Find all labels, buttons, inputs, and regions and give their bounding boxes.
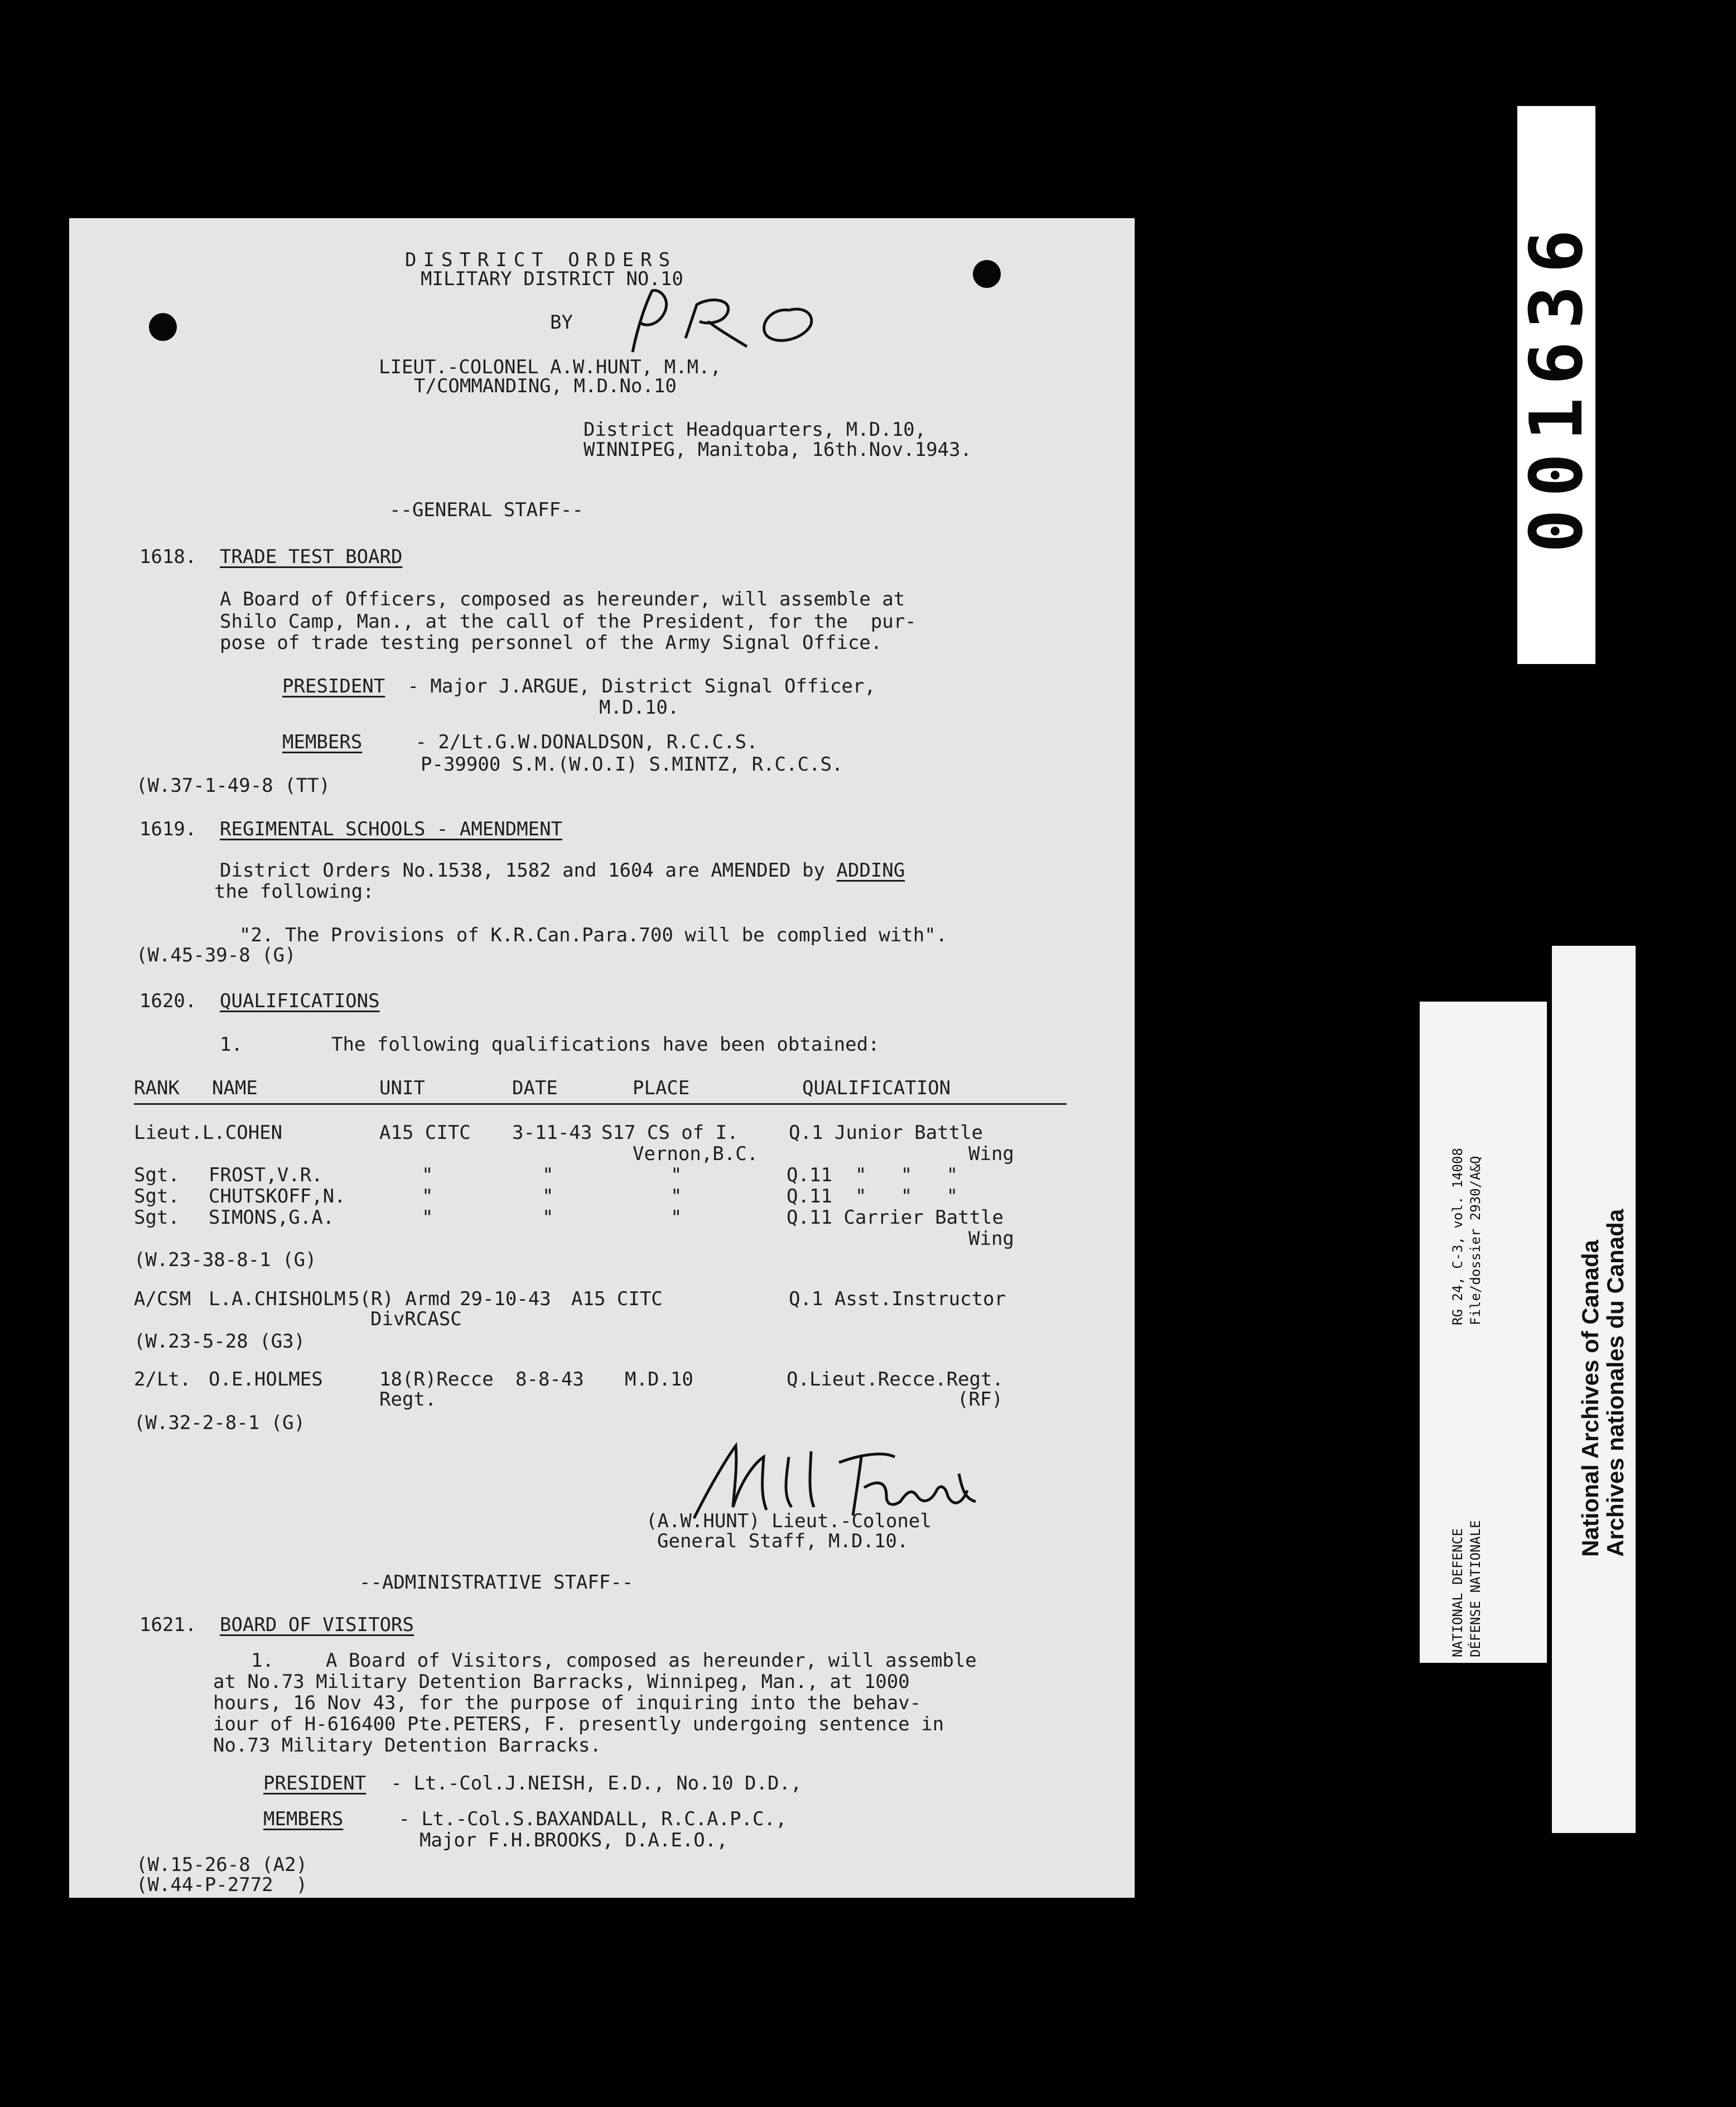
ditto-mark: " <box>422 1206 433 1229</box>
order-title: QUALIFICATIONS <box>220 990 380 1012</box>
table-cell-qualification: Wing <box>968 1143 1014 1165</box>
signature-title: General Staff, M.D.10. <box>657 1530 909 1552</box>
column-header-date: DATE <box>512 1077 558 1099</box>
commander-line: LIEUT.-COLONEL A.W.HUNT, M.M., <box>379 356 722 378</box>
table-cell-rank: Sgt. <box>134 1185 180 1208</box>
hq-line: District Headquarters, M.D.10, <box>584 418 927 441</box>
department-line: DÉFENSE NATIONALE <box>1468 1520 1483 1657</box>
column-header-unit: UNIT <box>379 1077 425 1099</box>
file-reference: (W.45-39-8 (G) <box>136 944 296 966</box>
table-cell-unit: Regt. <box>379 1388 437 1411</box>
body-line: A Board of Visitors, composed as hereunder, will assemble <box>326 1649 977 1672</box>
file-reference: (W.23-5-28 (G3) <box>134 1330 306 1353</box>
table-cell-rank-name: Lieut.L.COHEN <box>134 1122 283 1144</box>
column-header-name: NAME <box>212 1077 258 1099</box>
district-line: MILITARY DISTRICT NO.10 <box>421 268 683 290</box>
president-label: PRESIDENT <box>282 675 385 697</box>
punch-hole-right <box>973 260 1001 288</box>
column-header-qualification: QUALIFICATION <box>802 1077 951 1099</box>
table-cell-unit: 5(R) Armd <box>348 1288 451 1310</box>
punch-hole-left <box>149 313 177 341</box>
order-number: 1618. <box>139 546 197 568</box>
president-text: - Lt.-Col.J.NEISH, E.D., No.10 D.D., <box>379 1772 802 1795</box>
file-reference: (W.32-2-8-1 (G) <box>134 1412 306 1434</box>
table-cell-name: SIMONS,G.A. <box>209 1206 335 1229</box>
order-title: TRADE TEST BOARD <box>220 546 403 568</box>
table-cell-place: M.D.10 <box>625 1368 693 1391</box>
file-reference: (W.37-1-49-8 (TT) <box>136 775 330 797</box>
table-cell-qualification: Q.11 Carrier Battle <box>787 1206 1004 1229</box>
quoted-provision: "2. The Provisions of K.R.Can.Para.700 will be complied with". <box>239 924 948 946</box>
body-line: pose of trade testing personnel of the Army Signal Office. <box>220 632 883 654</box>
table-cell-name: CHUTSKOFF,N. <box>209 1185 346 1208</box>
column-header-place: PLACE <box>633 1077 690 1099</box>
department-line: NATIONAL DEFENCE <box>1450 1528 1465 1657</box>
body-line: The following qualifications have been obtained: <box>331 1033 880 1056</box>
archive-ref-line: RG 24, C-3, vol. 14008 <box>1450 1148 1465 1325</box>
ditto-mark: " <box>542 1185 554 1208</box>
commanding-line: T/COMMANDING, M.D.No.10 <box>414 375 677 397</box>
table-cell-qualification: Q.11 " " " <box>787 1164 958 1186</box>
body-line <box>220 861 905 880</box>
president-label: PRESIDENT <box>263 1772 367 1795</box>
file-reference: (W.44-P-2772 ) <box>136 1874 308 1896</box>
archive-reference-label <box>1420 1002 1547 1663</box>
table-cell-place: S17 CS of I. <box>601 1122 739 1144</box>
file-reference: (W.23-38-8-1 (G) <box>134 1249 317 1271</box>
table-cell-name: FROST,V.R. <box>209 1164 323 1186</box>
table-cell-place: Vernon,B.C. <box>633 1143 759 1165</box>
table-cell-rank: Sgt. <box>134 1206 180 1229</box>
table-cell-qualification: Q.11 " " " <box>787 1185 958 1208</box>
body-line: A Board of Officers, composed as hereunder, will assemble at <box>220 588 905 610</box>
ditto-mark: " <box>422 1164 433 1186</box>
ditto-mark: " <box>671 1185 682 1208</box>
document-title: DISTRICT ORDERS <box>405 249 677 271</box>
table-cell-rank: Sgt. <box>134 1164 180 1186</box>
order-page <box>69 218 1135 1898</box>
adding-word: ADDING <box>836 859 905 882</box>
microfilm-frame-number <box>1514 106 1599 664</box>
president-text: M.D.10. <box>599 696 679 719</box>
order-number: 1621. <box>139 1614 197 1636</box>
table-cell-unit: DivRCASC <box>370 1308 462 1330</box>
body-line: the following: <box>214 881 374 903</box>
order-title: BOARD OF VISITORS <box>220 1614 414 1636</box>
table-cell-unit: 18(R)Recce <box>379 1368 494 1391</box>
administrative-staff-heading: --ADMINISTRATIVE STAFF-- <box>359 1571 634 1594</box>
by-line: BY <box>550 311 573 334</box>
table-cell-qualification: Wing <box>968 1228 1014 1250</box>
order-number: 1619. <box>139 818 197 840</box>
order-number: 1620. <box>139 990 197 1012</box>
table-header-rule <box>134 1103 1067 1105</box>
amend-text: District Orders No.1538, 1582 and 1604 are AMENDED by <box>220 859 837 882</box>
table-cell-qualification: Q.Lieut.Recce.Regt. <box>787 1368 1004 1391</box>
table-cell-date: 3-11-43 <box>512 1122 592 1144</box>
paragraph-number: 1. <box>220 1033 243 1056</box>
table-cell-name: O.E.HOLMES <box>209 1368 323 1391</box>
ditto-mark: " <box>542 1206 554 1229</box>
table-cell-qualification: Q.1 Junior Battle <box>789 1122 983 1144</box>
table-cell-rank: A/CSM <box>134 1288 191 1310</box>
members-label: MEMBERS <box>282 731 363 753</box>
general-staff-heading: --GENERAL STAFF-- <box>389 499 584 521</box>
members-line: P-39900 S.M.(W.O.I) S.MINTZ, R.C.C.S. <box>421 753 843 776</box>
body-line: hours, 16 Nov 43, for the purpose of inquiring into the behav- <box>213 1692 922 1714</box>
members-line: Major F.H.BROOKS, D.A.E.O., <box>419 1829 728 1851</box>
table-cell-place: A15 CITC <box>571 1288 663 1310</box>
table-cell-qualification: (RF) <box>957 1388 1003 1411</box>
members-line: - 2/Lt.G.W.DONALDSON, R.C.C.S. <box>404 731 758 753</box>
frame-number-text: 001636 <box>1514 217 1599 553</box>
paragraph-number: 1. <box>251 1649 274 1672</box>
column-header-rank: RANK <box>134 1077 180 1099</box>
archive-ref-line: File/dossier 2930/A&Q <box>1468 1156 1483 1325</box>
national-archives-label <box>1552 946 1636 1833</box>
signature-name: (A.W.HUNT) Lieut.-Colonel <box>646 1510 932 1532</box>
table-cell-qualification: Q.1 Asst.Instructor <box>789 1288 1006 1310</box>
table-cell-rank: 2/Lt. <box>134 1368 191 1391</box>
archive-name-line: Archives nationales du Canada <box>1602 1209 1628 1557</box>
table-cell-name: L.A.CHISHOLM <box>209 1288 346 1310</box>
place-date-line: WINNIPEG, Manitoba, 16th.Nov.1943. <box>584 439 972 461</box>
ditto-mark: " <box>422 1185 433 1208</box>
table-cell-date: 29-10-43 <box>460 1288 551 1310</box>
body-line: iour of H-616400 Pte.PETERS, F. presently undergoing sentence in <box>213 1713 944 1735</box>
members-label: MEMBERS <box>263 1808 344 1830</box>
body-line: No.73 Military Detention Barracks. <box>213 1734 601 1757</box>
table-cell-date: 8-8-43 <box>515 1368 584 1391</box>
ditto-mark: " <box>671 1206 682 1229</box>
body-line: Shilo Camp, Man., at the call of the President, for the pur- <box>220 610 917 633</box>
members-line: - Lt.-Col.S.BAXANDALL, R.C.A.P.C., <box>387 1808 787 1830</box>
ditto-mark: " <box>671 1164 682 1186</box>
archive-name-line: National Archives of Canada <box>1577 1240 1603 1557</box>
file-reference: (W.15-26-8 (A2) <box>136 1854 308 1876</box>
president-text: - Major J.ARGUE, District Signal Officer, <box>396 675 876 697</box>
ditto-mark: " <box>542 1164 554 1186</box>
body-line: at No.73 Military Detention Barracks, Winnipeg, Man., at 1000 <box>213 1671 910 1693</box>
order-title: REGIMENTAL SCHOOLS - AMENDMENT <box>220 818 563 840</box>
table-cell-unit: A15 CITC <box>379 1122 471 1144</box>
